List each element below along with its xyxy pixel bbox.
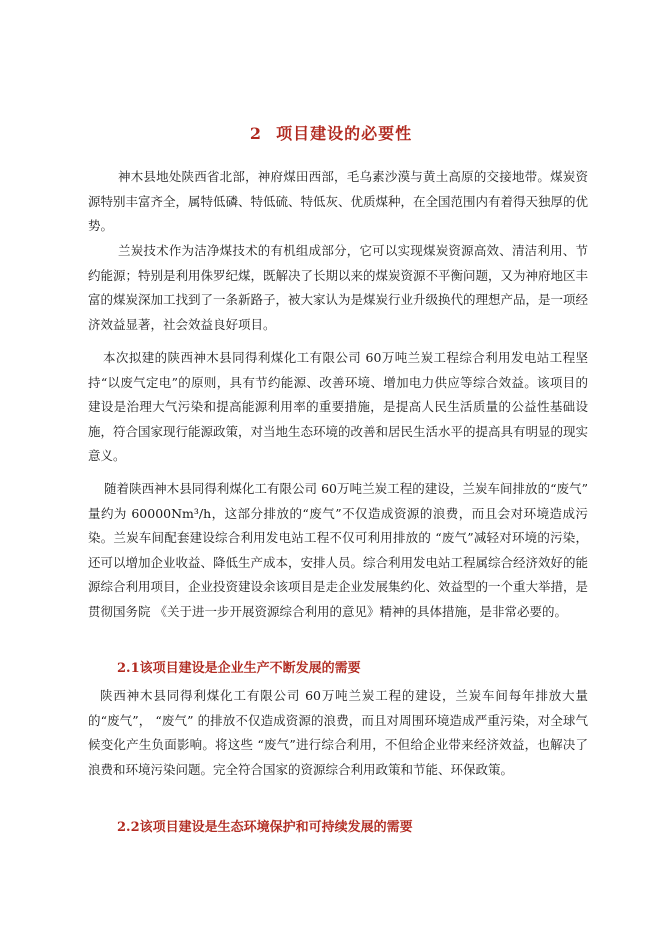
section-title-text: 项目建设的必要性 — [276, 124, 413, 143]
section-number: 2 — [249, 124, 263, 143]
paragraph-text: 陕西神木县同得利煤化工有限公司 60万吨兰炭工程的建设，兰炭车间每年排放大量的“废气”， “废气” 的排放不仅造成资源的浪费，而且对周围环境造成严重污染，对全球气候变化产生负面影响。将这些 “废气”进行综合利用，不但给企业带来经济效益，也解决了浪费和环境污染问题。完全符合国家的资源综合利用政策和节能、环保政策。 — [88, 688, 588, 777]
paragraph-project-principle — [88, 346, 588, 469]
paragraph-text: 随着陕西神木县同得利煤化工有限公司 60万吨兰炭工程的建设，兰炭车间排放的“废气” 量约为 60000Nm³/h，这部分排放的“废气”不仅造成资源的浪费，而且会对环境造成污染。兰炭车间配套建设综合利用发电站工程不仅可利用排放的 “废气”减轻对环境的污染，还可以增加企业收益、降低生产成本，安排人员。综合利用发电站工程属综合经济效好的能源综合利用项目，企业投资建设余该项目是走企业发展集约化、效益型的一个重大举措，是贯彻国务院 《关于进一步开展资源综合利用的意见》精神的具体措施，是非常必要的。 — [88, 481, 589, 619]
paragraph-waste-gas — [88, 477, 588, 624]
paragraph-text: 神木县地处陕西省北部，神府煤田西部，毛乌素沙漠与黄土高原的交接地带。煤炭资源特别丰富齐全，属特低磷、特低硫、特低灰、优质煤种，在全国范围内有着得天独厚的优势。 — [88, 169, 589, 233]
paragraph-location — [88, 165, 588, 239]
paragraph-text: 本次拟建的陕西神木县同得利煤化工有限公司 60万吨兰炭工程综合利用发电站工程坚持“以废气定电”的原则，具有节约能源、改善环境、增加电力供应等综合效益。该项目的建设是治理大气污染和提高能源利用率的重要措施，是提高人民生活质量的公益性基础设施，符合国家现行能源政策，对当地生态环境的改善和居民生活水平的提高具有明显的现实意义。 — [88, 350, 589, 463]
paragraph-lantan-tech — [88, 239, 588, 337]
subsection-heading-2-1: 2.1该项目建设是企业生产不断发展的需要 — [117, 661, 361, 676]
paragraph-section-2-1 — [88, 684, 588, 782]
section-title — [0, 121, 662, 144]
subsection-heading-2-2: 2.2该项目建设是生态环境保护和可持续发展的需要 — [117, 820, 413, 835]
paragraph-text: 兰炭技术作为洁净煤技术的有机组成部分，它可以实现煤炭资源高效、清洁利用、节约能源；特别是利用侏罗纪煤，既解决了长期以来的煤炭资源不平衡问题，又为神府地区丰富的煤炭深加工找到了一条新路子，被大家认为是煤炭行业升级换代的理想产品，是一项经济效益显著，社会效益良好项目。 — [88, 243, 589, 332]
